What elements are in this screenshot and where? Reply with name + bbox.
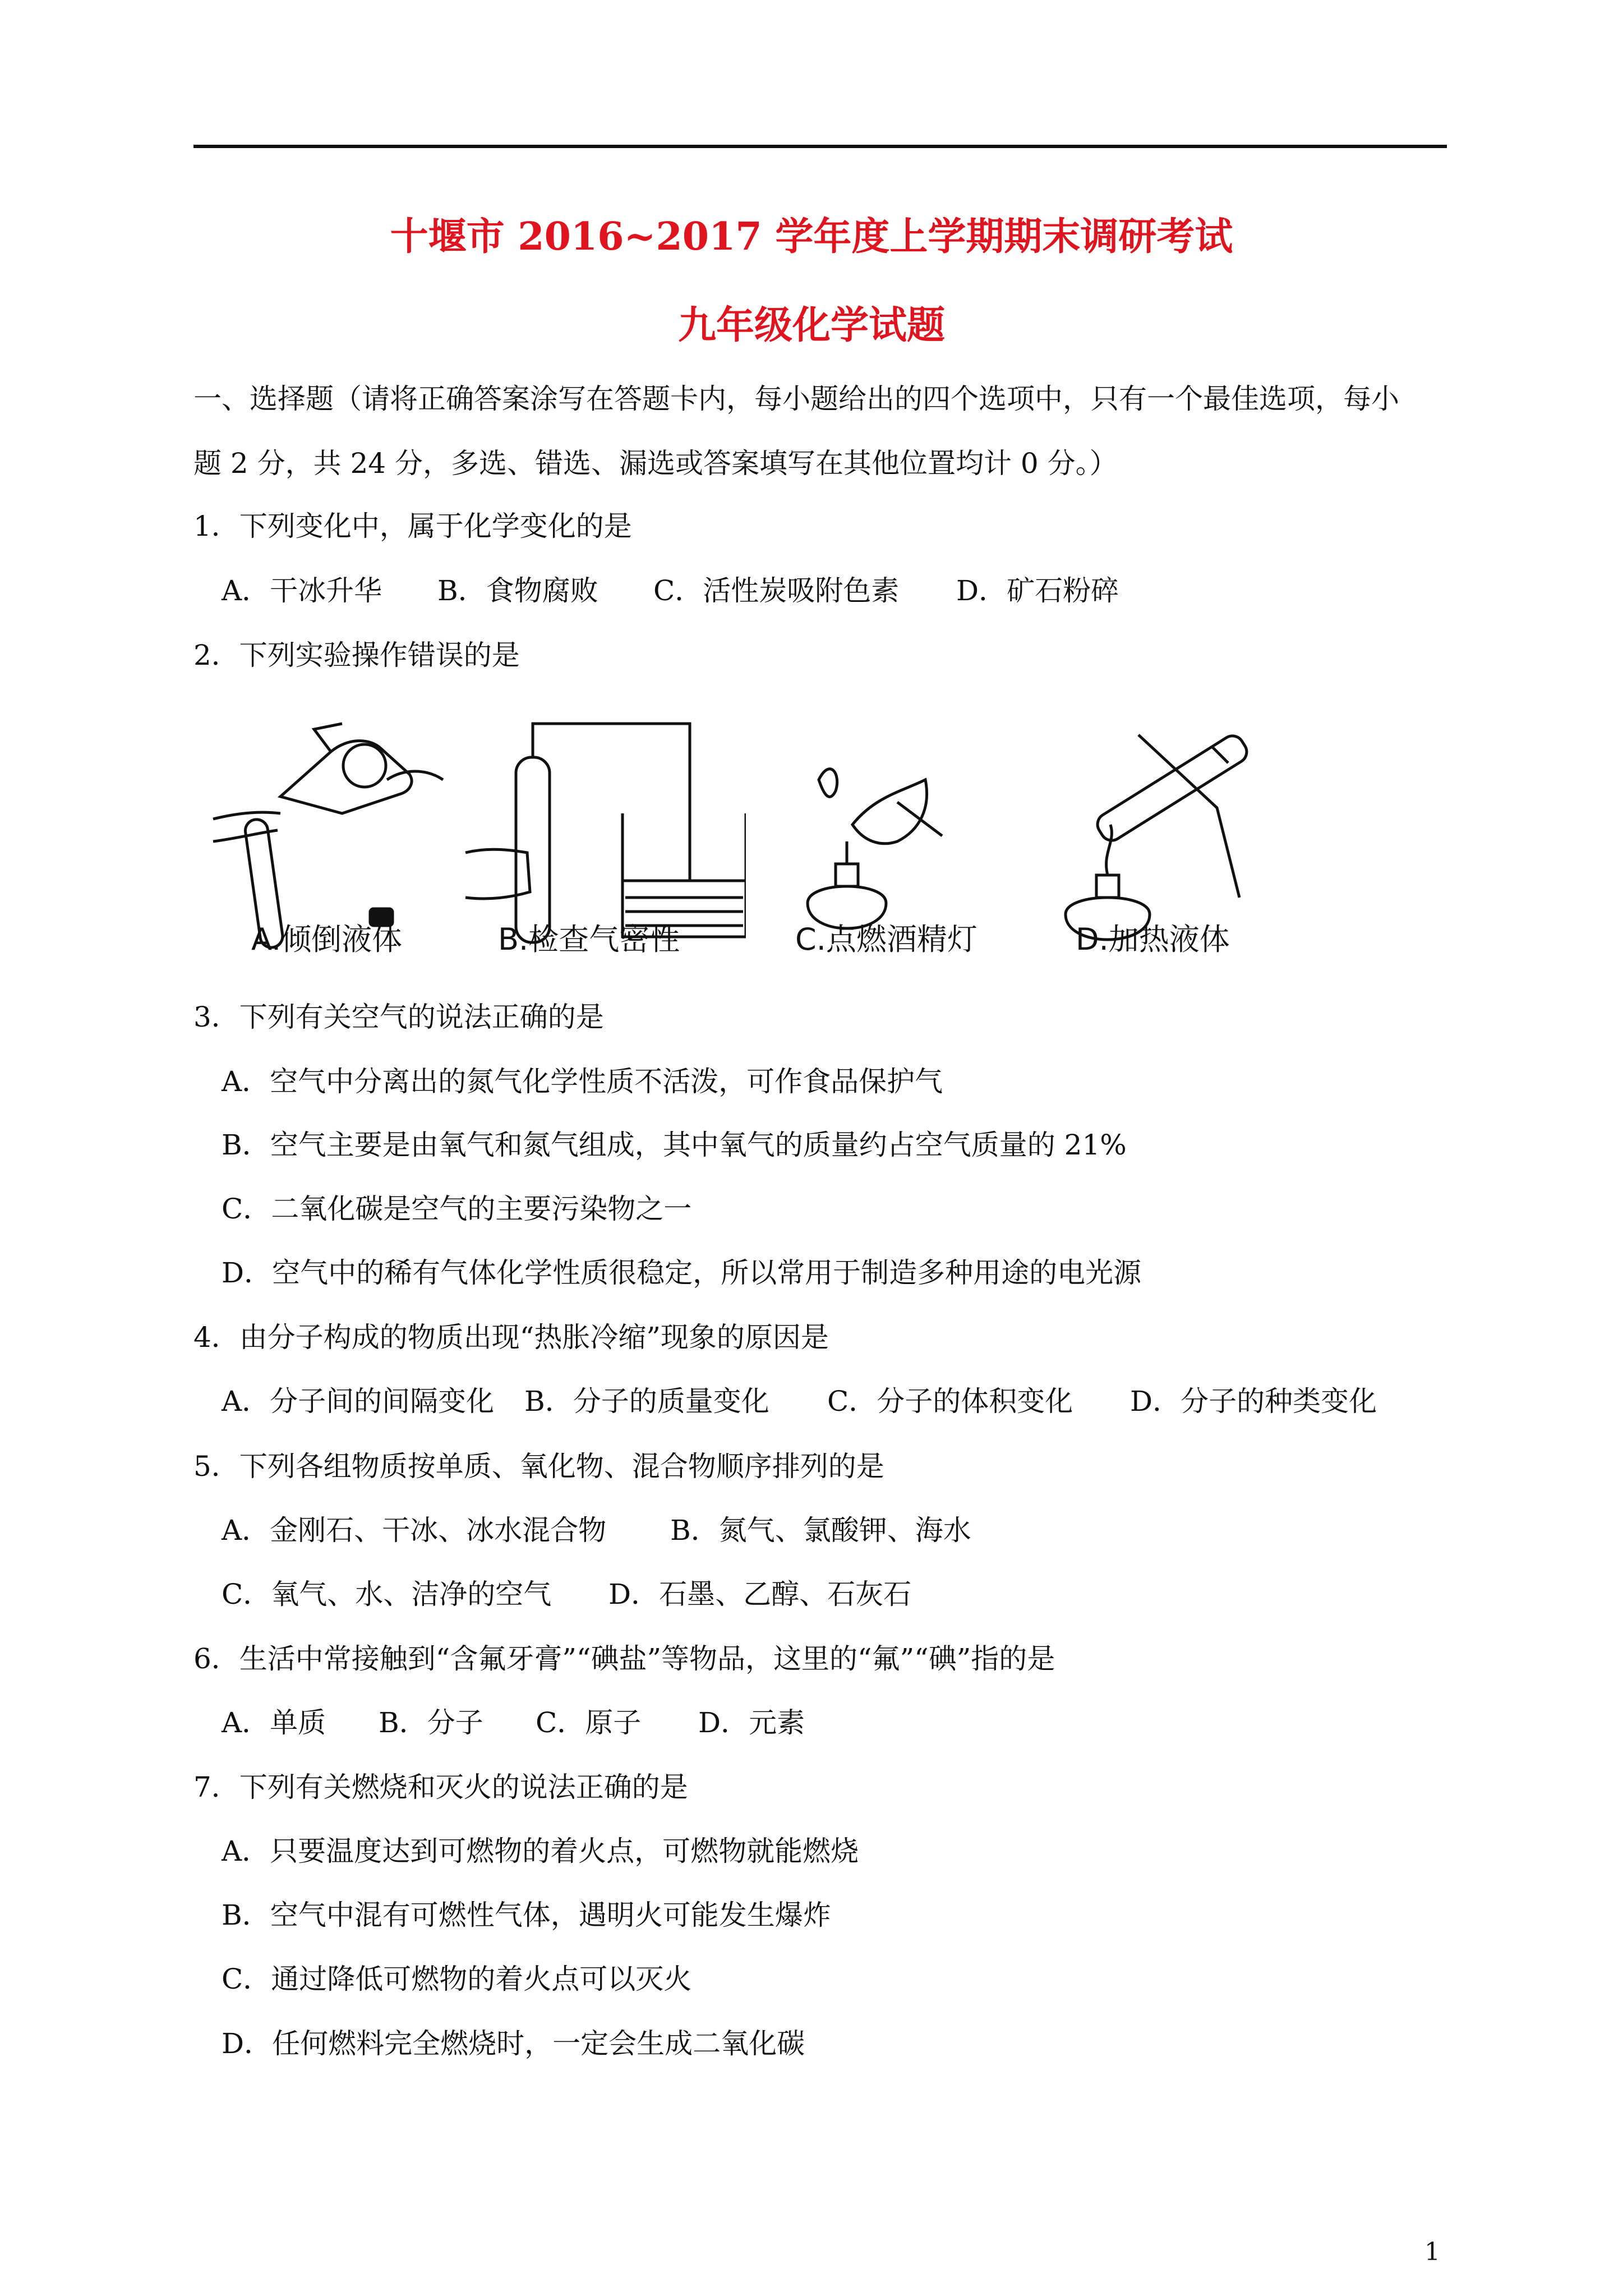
q3-option-a: A．空气中分离出的氮气化学性质不活泼，可作食品保护气 [222, 1065, 943, 1098]
q6-option-c: C．原子 [536, 1706, 642, 1739]
q1-option-b: B．食物腐败 [437, 574, 598, 607]
q7-option-c: C．通过降低可燃物的着火点可以灭火 [222, 1963, 692, 1995]
q6-option-b: B．分子 [379, 1706, 483, 1739]
q2-caption-a: A.倾倒液体 [251, 922, 403, 957]
q4-option-c: C．分子的体积变化 [827, 1385, 1073, 1418]
page-number: 1 [1424, 2238, 1440, 2266]
exam-subtitle: 九年级化学试题 [677, 303, 945, 348]
q7-option-a: A．只要温度达到可燃物的着火点，可燃物就能燃烧 [222, 1835, 859, 1867]
q1-option-c: C．活性炭吸附色素 [653, 574, 900, 607]
q3-stem: 3．下列有关空气的说法正确的是 [193, 1001, 604, 1033]
q3-option-c: C．二氧化碳是空气的主要污染物之一 [222, 1193, 692, 1225]
q1-option-a: A．干冰升华 [222, 574, 382, 607]
q2-stem: 2．下列实验操作错误的是 [193, 639, 520, 671]
q5-option-b: B．氮气、氯酸钾、海水 [670, 1514, 971, 1547]
q2-caption-c: C.点燃酒精灯 [795, 922, 978, 957]
q7-option-d: D．任何燃料完全燃烧时，一定会生成二氧化碳 [222, 2027, 805, 2060]
q6-stem: 6．生活中常接触到“含氟牙膏”“碘盐”等物品，这里的“氟”“碘”指的是 [193, 1642, 1055, 1675]
q4-stem: 4．由分子构成的物质出现“热胀冷缩”现象的原因是 [193, 1321, 829, 1354]
section-instructions-line1: 一、选择题（请将正确答案涂写在答题卡内，每小题给出的四个选项中，只有一个最佳选项，每小 [193, 383, 1399, 415]
q7-option-b: B．空气中混有可燃性气体，遇明火可能发生爆炸 [222, 1899, 831, 1931]
q7-stem: 7．下列有关燃烧和灭火的说法正确的是 [193, 1771, 688, 1803]
q6-option-a: A．单质 [222, 1706, 326, 1739]
q3-option-d: D．空气中的稀有气体化学性质很稳定，所以常用于制造多种用途的电光源 [222, 1257, 1142, 1289]
q5-option-a: A．金刚石、干冰、冰水混合物 [222, 1514, 607, 1547]
q2-caption-b: B.检查气密性 [498, 922, 680, 957]
exam-title: 十堰市 2016~2017 学年度上学期期末调研考试 [390, 214, 1233, 259]
section-instructions-line2: 题 2 分，共 24 分，多选、错选、漏选或答案填写在其他位置均计 0 分。） [193, 447, 1118, 480]
q4-option-b: B．分子的质量变化 [524, 1385, 769, 1418]
q4-option-a: A．分子间的间隔变化 [222, 1385, 495, 1418]
q5-stem: 5．下列各组物质按单质、氧化物、混合物顺序排列的是 [193, 1450, 884, 1483]
q6-option-d: D．元素 [698, 1706, 805, 1739]
header-rule [193, 145, 1447, 148]
q4-option-d: D．分子的种类变化 [1130, 1385, 1377, 1418]
q3-option-b: B．空气主要是由氧气和氮气组成，其中氧气的质量约占空气质量的 21% [222, 1129, 1127, 1161]
q1-option-d: D．矿石粉碎 [956, 574, 1119, 607]
q5-option-c: C．氧气、水、洁净的空气 [222, 1578, 552, 1611]
q2-caption-d: D.加热液体 [1076, 922, 1230, 957]
q1-stem: 1．下列变化中，属于化学变化的是 [193, 510, 632, 542]
q5-option-d: D．石墨、乙醇、石灰石 [608, 1578, 912, 1611]
